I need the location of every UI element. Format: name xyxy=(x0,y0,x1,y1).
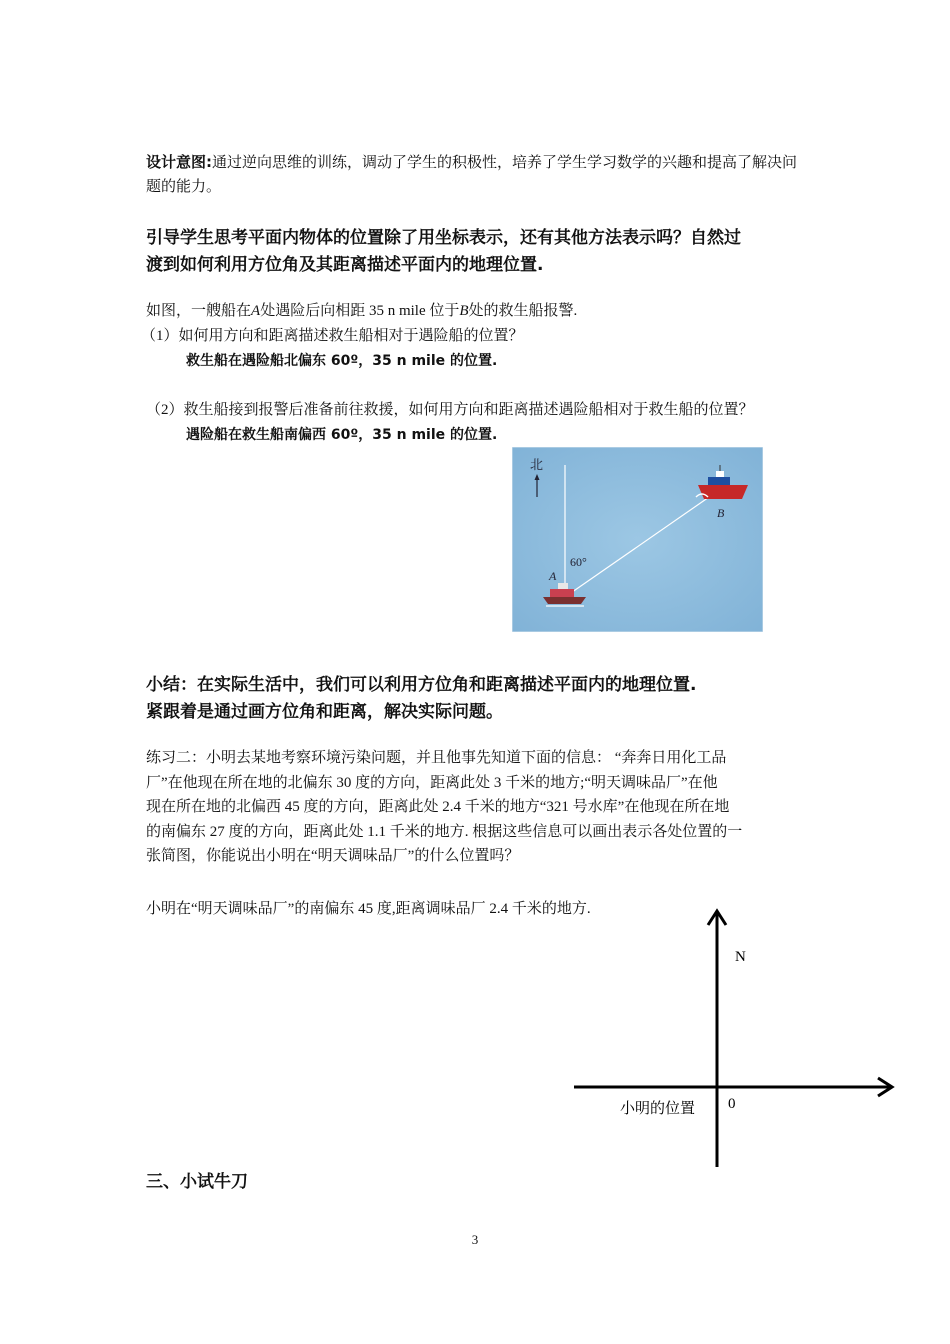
answer-1: 救生船在遇险船北偏东 60º，35 n mile 的位置. xyxy=(186,353,498,369)
page-number: 3 xyxy=(471,1232,479,1247)
design-intent-label: 设计意图: xyxy=(146,153,212,171)
north-label: 北 xyxy=(530,458,544,473)
design-intent xyxy=(146,150,810,199)
exercise-answer: 小明在“明天调味品厂”的南偏东 45 度,距离调味品厂 2.4 千米的地方. xyxy=(146,901,591,917)
angle-label: 60° xyxy=(570,555,587,569)
answer-2: 遇险船在救生船南偏西 60º，35 n mile 的位置. xyxy=(186,427,498,443)
problem-intro-pre: 如图，一艘船在 xyxy=(146,303,252,319)
label-b: B xyxy=(717,506,725,520)
point-a-ref: A xyxy=(251,303,261,319)
problem-intro xyxy=(146,299,810,323)
guide-line-2: 渡到如何利用方位角及其距离描述平面内的地理位置. xyxy=(146,255,544,275)
question-2: （2）救生船接到报警后准备前往救援，如何用方向和距离描述遇险船相对于救生船的位置？ xyxy=(146,402,754,418)
guide-line-1: 引导学生思考平面内物体的位置除了用坐标表示，还有其他方法表示吗？自然过 xyxy=(146,228,741,248)
problem-intro-post: 处的救生船报警. xyxy=(468,303,578,319)
problem-intro-mid: 处遇险后向相距 35 n mile 位于 xyxy=(260,303,460,319)
exercise-2 xyxy=(146,746,810,869)
sea-background xyxy=(512,447,763,632)
guide-question xyxy=(146,225,810,279)
exercise-line-2: 厂”在他现在所在地的北偏东 30 度的方向，距离此处 3 千米的地方;“明天调味品厂”在他 xyxy=(146,774,718,791)
xiaoming-position-label: 小明的位置 xyxy=(620,1099,696,1117)
label-a: A xyxy=(549,569,557,583)
exercise-line-1: 练习二：小明去某地考察环境污染问题，并且他事先知道下面的信息： “奔奔日用化工品 xyxy=(146,750,727,766)
summary-line-1: 小结：在实际生活中，我们可以利用方位角和距离描述平面内的地理位置. xyxy=(146,675,697,695)
exercise-line-3: 现在所在地的北偏西 45 度的方向，距离此处 2.4 千米的地方“321 号水库”在他现在所在地 xyxy=(146,799,730,815)
summary-line-2: 紧跟着是通过画方位角和距离，解决实际问题。 xyxy=(146,702,503,722)
point-b-ref: B xyxy=(459,303,469,319)
direction-axes-diagram xyxy=(570,905,900,1175)
axis-north-label: N xyxy=(735,949,746,965)
origin-label: 0 xyxy=(728,1096,736,1112)
section-title: 三、小试牛刀 xyxy=(146,1172,248,1192)
exercise-line-4: 的南偏东 27 度的方向，距离此处 1.1 千米的地方. 根据这些信息可以画出表示各处位置的一 xyxy=(146,823,743,840)
design-intent-text: 通过逆向思维的训练，调动了学生的积极性，培养了学生学习数学的兴趣和提高了解决问题的能力。 xyxy=(146,155,798,195)
summary xyxy=(146,672,810,726)
question-1: （1）如何用方向和距离描述救生船相对于遇险船的位置？ xyxy=(141,328,524,344)
exercise-line-5: 张简图，你能说出小明在“明天调味品厂”的什么位置吗？ xyxy=(146,848,520,864)
ship-rescue-map xyxy=(512,447,763,632)
